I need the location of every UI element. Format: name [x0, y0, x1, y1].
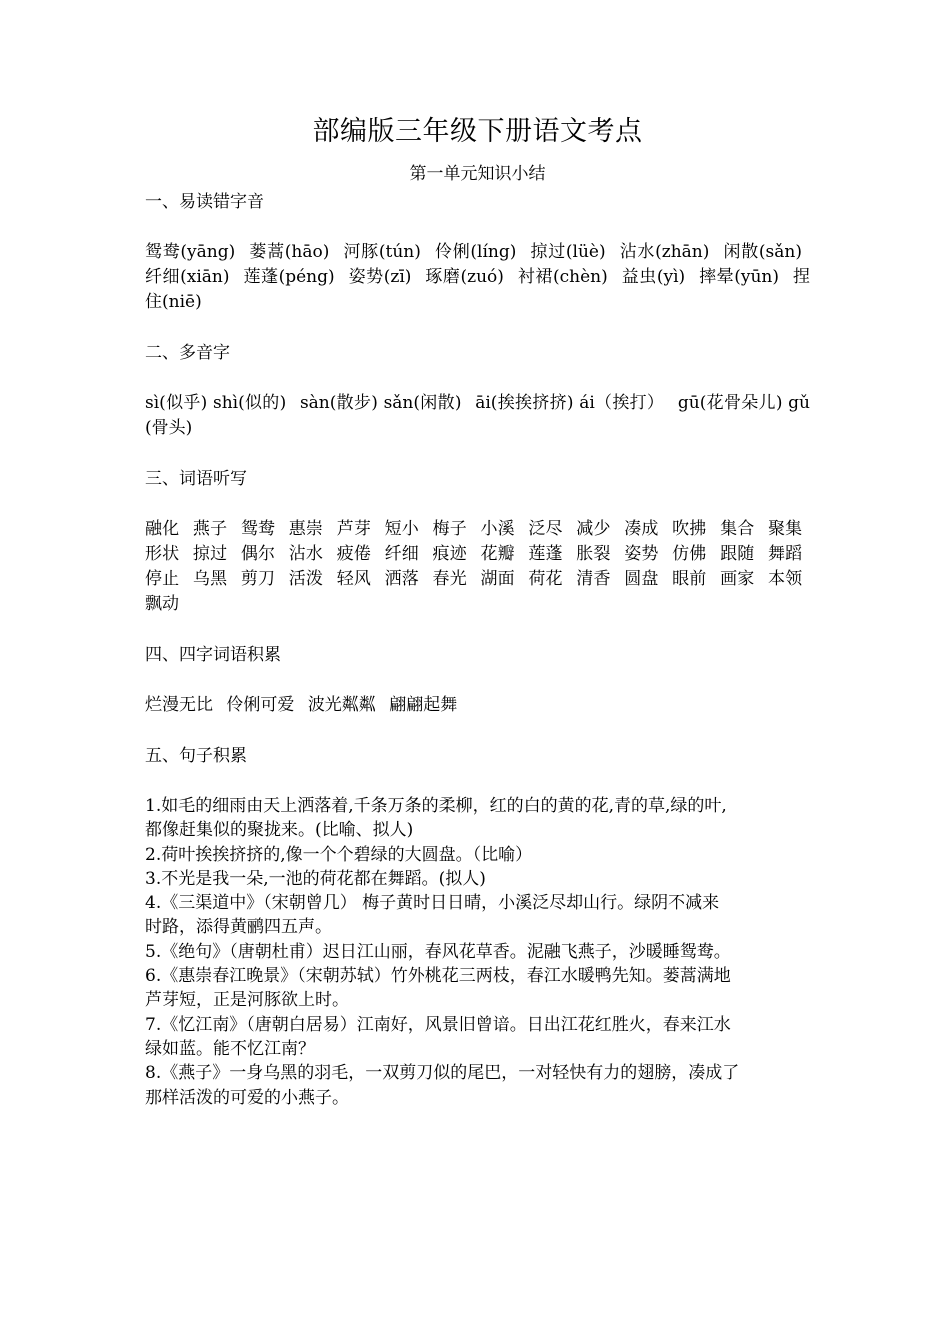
dictation-word: 泛尽 [528, 519, 563, 539]
sentence-line: 8.《燕子》一身乌黑的羽毛，一双剪刀似的尾巴，一对轻快有力的翅膀，凑成了 [145, 1063, 740, 1084]
section-heading-dictation: 三、词语听写 [145, 469, 247, 489]
sentence-line: 4.《三渠道中》（宋朝曾几） 梅子黄时日日晴，小溪泛尽却山行。绿阴不减来 [145, 893, 720, 914]
polyphonic-item: āi(挨挨挤挤) ái（挨打） [475, 393, 665, 413]
idiom-item: 伶俐可爱 [226, 695, 295, 715]
sentence-line: 6.《惠崇春江晚景》（宋朝苏轼）竹外桃花三两枝，春江水暖鸭先知。蒌蒿满地 [145, 966, 731, 987]
idiom-list [145, 693, 810, 718]
dictation-word: 纤细 [384, 544, 419, 564]
sentence-line: 绿如蓝。能不忆江南？ [145, 1038, 315, 1059]
dictation-word: 集合 [720, 519, 755, 539]
polyphonic-list [145, 391, 810, 441]
pronunciation-item: 莲蓬(péng) [243, 267, 335, 287]
dictation-word: 惠崇 [288, 519, 324, 539]
dictation-word: 芦芽 [336, 519, 372, 539]
document-page [145, 112, 810, 1110]
dictation-word: 减少 [576, 519, 611, 539]
dictation-word: 洒落 [384, 569, 419, 589]
dictation-word: 吹拂 [672, 519, 707, 539]
dictation-word: 画家 [720, 569, 755, 589]
document-title: 部编版三年级下册语文考点 [312, 116, 643, 147]
pronunciation-item: 纤细(xiān) [145, 267, 230, 287]
dictation-word: 掠过 [192, 544, 228, 564]
polyphonic-item: sì(似乎) shì(似的) [145, 393, 287, 413]
dictation-word: 花瓣 [480, 544, 515, 564]
document-subtitle: 第一单元知识小结 [409, 164, 546, 184]
pronunciation-item: 衬裙(chèn) [517, 267, 608, 287]
dictation-word: 眼前 [672, 569, 707, 589]
dictation-word: 舞蹈 [767, 544, 803, 564]
idiom-item: 波光粼粼 [307, 695, 376, 715]
dictation-word: 圆盘 [624, 569, 659, 589]
dictation-word: 燕子 [192, 519, 228, 539]
pronunciation-item: 摔晕(yūn) [699, 267, 780, 287]
pronunciation-item: 河豚(tún) [343, 242, 421, 262]
polyphonic-item: sàn(散步) sǎn(闲散) [299, 393, 462, 413]
dictation-word: 轻风 [336, 569, 372, 589]
dictation-word: 活泼 [288, 569, 324, 589]
sentence-line: 1.如毛的细雨由天上洒落着,千条万条的柔柳，红的白的黄的花,青的草,绿的叶, [145, 796, 727, 816]
dictation-word: 融化 [145, 519, 180, 539]
pronunciation-list [145, 240, 810, 315]
dictation-word: 痕迹 [432, 544, 467, 564]
dictation-word: 本领 [767, 569, 803, 589]
dictation-word: 沾水 [288, 544, 324, 564]
dictation-word: 鸳鸯 [240, 519, 276, 539]
dictation-word: 小溪 [480, 519, 515, 539]
section-heading-pronunciation: 一、易读错字音 [145, 192, 264, 212]
section-heading-idioms: 四、四字词语积累 [145, 645, 281, 665]
pronunciation-item: 姿势(zī) [348, 267, 412, 287]
dictation-word: 姿势 [624, 544, 659, 564]
sentence-list [145, 794, 810, 1110]
dictation-word: 飘动 [145, 594, 179, 614]
dictation-word: 梅子 [432, 519, 467, 539]
dictation-word: 荷花 [528, 569, 563, 589]
sentence-line: 那样活泼的可爱的小燕子。 [145, 1087, 349, 1108]
dictation-word: 偶尔 [240, 544, 276, 564]
dictation-word: 形状 [145, 544, 180, 564]
dictation-word: 疲倦 [336, 544, 372, 564]
dictation-word: 胀裂 [576, 544, 611, 564]
sentence-line: 5.《绝句》（唐朝杜甫）迟日江山丽，春风花草香。泥融飞燕子，沙暖睡鸳鸯。 [145, 941, 731, 962]
polyphonic-item: gū(花骨朵儿) gǔ(骨头) [145, 393, 810, 438]
dictation-word: 湖面 [480, 569, 515, 589]
dictation-word: 仿佛 [672, 544, 707, 564]
dictation-word: 凑成 [624, 519, 659, 539]
sentence-line: 芦芽短，正是河豚欲上时。 [145, 990, 349, 1011]
section-heading-sentences: 五、句子积累 [145, 746, 247, 766]
dictation-word: 跟随 [720, 544, 755, 564]
sentence-line: 2.荷叶挨挨挤挤的,像一个个碧绿的大圆盘。（比喻） [145, 844, 533, 865]
pronunciation-item: 鸳鸯(yāng) [145, 242, 236, 262]
dictation-word: 停止 [145, 569, 180, 589]
dictation-word: 聚集 [767, 519, 803, 539]
idiom-item: 翩翩起舞 [389, 695, 458, 715]
pronunciation-item: 捏住(niē) [145, 267, 810, 312]
pronunciation-item: 蒌蒿(hāo) [249, 242, 330, 262]
pronunciation-item: 闲散(sǎn) [723, 242, 802, 262]
idiom-item: 烂漫无比 [145, 695, 213, 715]
dictation-word: 春光 [432, 569, 467, 589]
pronunciation-item: 琢磨(zuó) [425, 267, 504, 287]
sentence-line: 时路，添得黄鹂四五声。 [145, 917, 332, 938]
pronunciation-item: 掠过(lüè) [530, 242, 606, 262]
dictation-word: 乌黑 [192, 569, 228, 589]
dictation-word: 短小 [384, 519, 419, 539]
dictation-word-list [145, 517, 810, 617]
sentence-line: 都像赶集似的聚拢来。(比喻、拟人) [145, 820, 414, 841]
sentence-line: 7.《忆江南》（唐朝白居易）江南好，风景旧曾谙。日出江花红胜火，春来江水 [145, 1014, 731, 1035]
pronunciation-item: 沾水(zhān) [619, 242, 710, 262]
pronunciation-item: 益虫(yì) [621, 267, 686, 287]
dictation-word: 剪刀 [240, 569, 276, 589]
sentence-line: 3.不光是我一朵,一池的荷花都在舞蹈。(拟人) [145, 868, 486, 889]
pronunciation-item: 伶俐(líng) [434, 242, 517, 262]
section-heading-polyphonic: 二、多音字 [145, 343, 230, 363]
dictation-word: 清香 [576, 569, 611, 589]
dictation-word: 莲蓬 [528, 544, 563, 564]
